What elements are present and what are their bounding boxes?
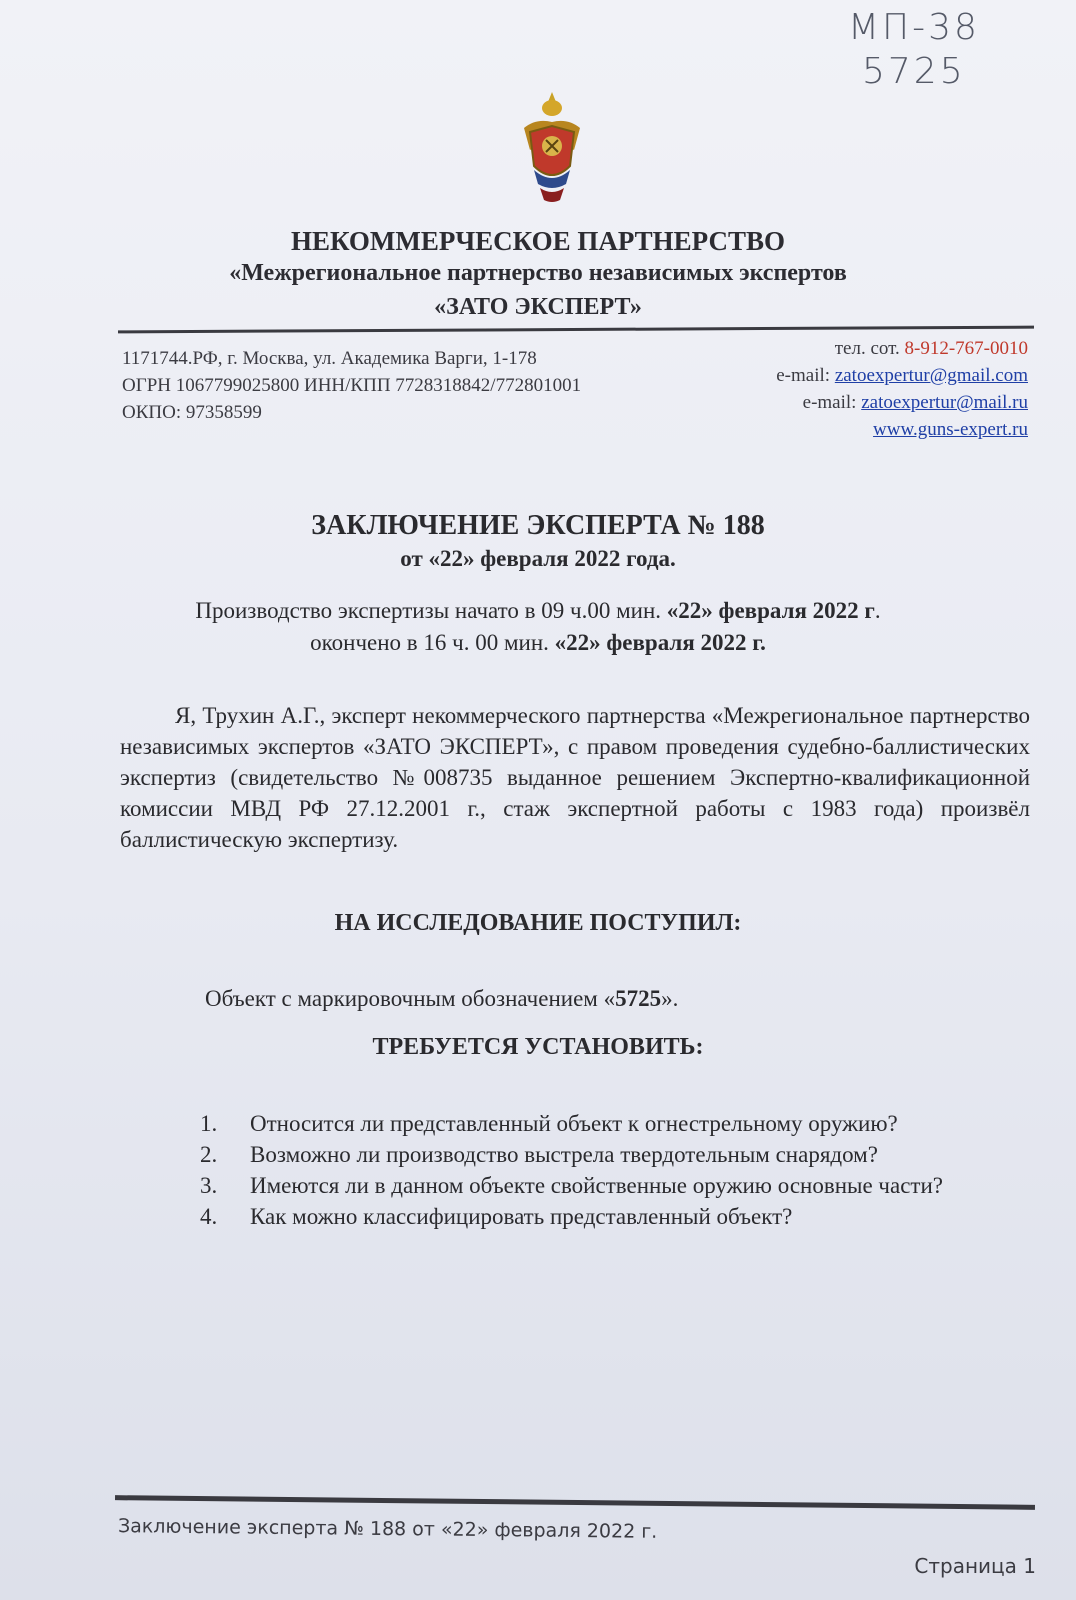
received-object-line: [205, 986, 678, 1012]
footer-divider: [115, 1495, 1035, 1510]
start-time-line: [0, 598, 1076, 624]
received-text-suffix: ».: [661, 986, 679, 1011]
start-date: «22» февраля 2022 г: [666, 598, 875, 623]
question-item: [120, 1170, 1030, 1201]
start-time-prefix: Производство экспертизы начато в 09 ч.00 мин.: [195, 598, 662, 623]
document-date: от «22» февраля 2022 года.: [400, 546, 676, 571]
question-number: 2.: [200, 1142, 218, 1167]
end-time-line: [0, 630, 1076, 656]
requisites-block: [122, 345, 581, 426]
question-text: Возможно ли производство выстрела твердотельным снарядом?: [250, 1142, 878, 1167]
received-heading: НА ИССЛЕДОВАНИЕ ПОСТУПИЛ:: [334, 910, 742, 936]
header-divider: [118, 326, 1034, 334]
contacts-block: [776, 335, 1028, 443]
end-time-prefix: окончено в 16 ч. 00 мин.: [310, 630, 549, 655]
page-number: Страница 1: [914, 1554, 1036, 1578]
organization-short-name: «ЗАТО ЭКСПЕРТ»: [434, 294, 642, 320]
end-date: «22» февраля 2022 г.: [554, 630, 766, 655]
handwritten-note-line2: 5725: [862, 51, 966, 92]
phone-label: тел. сот.: [834, 338, 900, 359]
address: 1171744.РФ, г. Москва, ул. Академика Варги, 1-178: [122, 348, 537, 369]
handwritten-note-line1: МП-38: [848, 7, 980, 48]
email-label-2: e-mail:: [802, 392, 857, 413]
email-line-2: [776, 389, 1028, 416]
website-link[interactable]: www.guns-expert.ru: [873, 419, 1028, 440]
ogrn-inn: ОГРН 1067799025800 ИНН/КПП 7728318842/772801001: [122, 375, 582, 396]
object-marking: 5725: [615, 986, 662, 1011]
email-link-gmail[interactable]: zatoexpertur@gmail.com: [834, 365, 1028, 386]
questions-list: [120, 1108, 1030, 1232]
question-number: 3.: [200, 1173, 218, 1198]
question-text: Как можно классифицировать представленный объект?: [250, 1204, 793, 1229]
question-text: Имеются ли в данном объекте свойственные оружию основные части?: [250, 1173, 943, 1198]
email-label-1: e-mail:: [776, 365, 831, 386]
received-text-prefix: Объект с маркировочным обозначением «: [205, 986, 616, 1011]
organization-type: НЕКОММЕРЧЕСКОЕ ПАРТНЕРСТВО: [290, 226, 786, 256]
phone-line: [776, 335, 1028, 362]
email-line-1: [776, 362, 1028, 389]
question-item: [120, 1108, 1030, 1139]
phone-number: 8-912-767-0010: [904, 338, 1028, 359]
questions-heading: ТРЕБУЕТСЯ УСТАНОВИТЬ:: [372, 1034, 704, 1060]
question-number: 4.: [200, 1204, 218, 1229]
document-title: ЗАКЛЮЧЕНИЕ ЭКСПЕРТА № 188: [311, 510, 765, 541]
footer-caption: Заключение эксперта № 188 от «22» февраля 2022 г.: [117, 1515, 658, 1543]
intro-paragraph: [120, 700, 1030, 855]
email-link-mail[interactable]: zatoexpertur@mail.ru: [861, 392, 1028, 413]
question-item: [120, 1201, 1030, 1232]
question-text: Относится ли представленный объект к огнестрельному оружию?: [250, 1111, 898, 1136]
start-time-suffix: .: [874, 598, 881, 623]
okpo: ОКПО: 97358599: [122, 402, 262, 423]
question-number: 1.: [200, 1111, 218, 1136]
question-item: [120, 1139, 1030, 1170]
website-line: [776, 416, 1028, 443]
intro-text: Я, Трухин А.Г., эксперт некоммерческого партнерства «Межрегиональное партнерство независимых экспертов «ЗАТО ЭКСПЕРТ», с правом проведения судебно-баллистических экспертиз (свидетельство №008735 выданное решением Экспертно-квалификационной комиссии МВД РФ 27.12.2001 г., стаж экспертной работы с 1983 года) произвёл баллистическую экспертизу.: [120, 703, 1030, 852]
organization-name: «Межрегиональное партнерство независимых экспертов: [229, 260, 847, 286]
heraldic-eagle-emblem-icon: [520, 88, 584, 208]
